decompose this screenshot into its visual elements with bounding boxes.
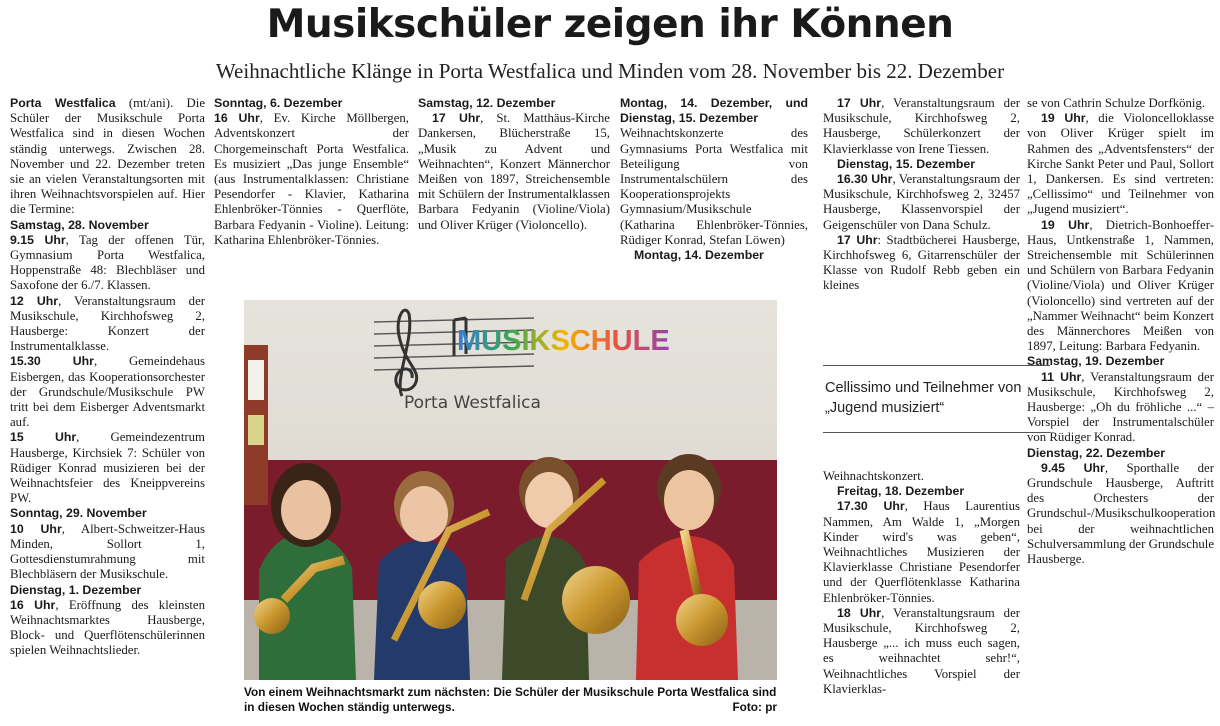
lead-text: (mt/ani). Die Schüler der Musikschule Porta Westfalica sind in diesen Wochen ständig unterwegs. Zwischen 28. November und 22. Dezember treten sie an vielen Veranstaltungsorten mit ihren Weihnachtsvorspielen auf. Hier die Termine: [10, 96, 206, 217]
event-entry [10, 522, 205, 583]
event-text: , Gemeindehaus Eisbergen, das Kooperationsorchester der Grundschule/Musikschule PW tritt bei dem Eisberger Adventsmarkt auf. [10, 354, 205, 430]
event-text: se von Cathrin Schulze Dorfkönig. [1027, 96, 1206, 110]
event-time: 17 Uhr [837, 232, 878, 247]
photo-caption [244, 685, 777, 714]
date-heading: Dienstag, 1. Dezember [10, 582, 142, 597]
photo [244, 300, 777, 680]
date-heading: Samstag, 28. November [10, 217, 149, 232]
date-heading: Sonntag, 6. Dezember [214, 96, 343, 110]
event-text: , Veranstaltungsraum der Musikschule, Kirchhofsweg 2, Hausberge „... ich muss euch sagen, es weihnachtet sehr!“, Weihnachtliches Vorspiel der Klavierklas- [823, 605, 1021, 696]
event-text: , Veranstaltungsraum der Musikschule, Kirchhofsweg 2, Hausberge: „Oh du fröhliche ...“ – Vorspiel der Instrumentalschüler von Rüdiger Konrad. [1027, 369, 1214, 445]
caption-text: Von einem Weihnachtsmarkt zum nächsten: Die Schüler der Musikschule Porta Westfalica sind in diesen Wochen ständig unterwegs. [244, 685, 777, 714]
event-entry [823, 96, 1020, 157]
event-time: 17 Uhr [432, 111, 481, 126]
event-text: , Albert-Schweitzer-Haus Minden, Sollort 1, Gottesdienstumrahmung mit Blechbläsern der Musikschule. [10, 521, 205, 582]
sign-subtitle: Porta Westfalica [404, 393, 541, 413]
event-entry [10, 430, 205, 506]
event-time: 9.15 Uhr [10, 232, 66, 247]
event-text: : Stadtbücherei Hausberge, Kirchhofsweg 6, Gitarrenschüler der Klasse von Rudolf Rebb geben ein kleines [823, 232, 1020, 293]
photo-credit: Foto: pr [732, 699, 777, 714]
event-entry [823, 499, 1020, 605]
event-time: 17.30 Uhr [837, 499, 905, 514]
date-heading: Montag, 14. Dezember [634, 248, 764, 263]
event-entry [10, 233, 205, 294]
event-text: , Dietrich-Bonhoeffer-Haus, Untkenstraße 1, Nammen, Streichensemble mit Schülerinnen und Schülern von Barbara Fedyanin (Violine/Viola) und Oliver Krüger (Violoncello) sind vertreten auf der „Nammer Weihnacht“ beim Konzert des Männerchores Meißen von 1897, Leitung: Barbara Fedyanin. [1027, 217, 1214, 354]
subheadline: Weihnachtliche Klänge in Porta Westfalica und Minden vom 28. November bis 22. Dezember [215, 59, 1005, 83]
event-time: 9.45 Uhr [1041, 460, 1105, 475]
event-time: 10 Uhr [10, 521, 62, 536]
event-entry [1027, 370, 1214, 446]
event-entry [10, 598, 205, 659]
event-text: , Tag der offenen Tür, Gymnasium Porta Westfalica, Hoppenstraße 48: Blechbläser und Saxofone der 6./7. Klassen. [10, 232, 206, 293]
lead-paragraph [10, 96, 205, 218]
event-text: Weihnachtskonzerte des Gymnasiums Porta Westfalica mit Beteiligung von Instrumentalschülern des Kooperationsprojekts Gymnasium/Musikschule (Katharina Ehlenbröker-Tönnies, Rüdiger Konrad, Stefan Löwen) [620, 126, 808, 247]
event-entry [10, 354, 205, 430]
sign-title: MUSIKSCHULE [457, 325, 670, 357]
date-heading: Montag, 14. Dezember, und Dienstag, 15. Dezember [620, 96, 808, 126]
event-time: 19 Uhr [1041, 217, 1090, 232]
event-time: 17 Uhr [837, 96, 882, 110]
event-text: , Veranstaltungsraum der Musikschule, Kirchhofsweg 2, Hausberge, Schülerkonzert der Klavierklasse von Irene Tiessen. [823, 96, 1021, 156]
date-heading: Sonntag, 29. November [10, 506, 147, 521]
article-column-6 [1027, 96, 1214, 567]
event-text: , St. Matthäus-Kirche Dankersen, Blücherstraße 15, „Musik zu Advent und Weihnachten“, Konzert Männerchor Meißen von 1897, Streichensemble mit Schülern der Instrumentalklassen Barbara Fedyanin (Violine/Viola) und Oliver Krüger (Violoncello). [418, 111, 610, 232]
article-column-5 [823, 96, 1020, 294]
event-time: 12 Uhr [10, 293, 59, 308]
event-time: 16.30 Uhr [837, 172, 893, 187]
event-time: 11 Uhr [1041, 369, 1082, 384]
event-time: 15 Uhr [10, 430, 77, 445]
date-heading: Dienstag, 22. Dezember [1027, 445, 1166, 460]
event-text: , Ev. Kirche Möllbergen, Adventskonzert der Chorgemeinschaft Porta Westfalica. Es musiziert „Das junge Ensemble“ (aus Instrumentalklassen: Christiane Pesendorfer - Klavier, Katharina Ehlenbröker-Tönnies - Querflöte, Barbara Fedyanin - Violine). Leitung: Katharina Ehlenbröker-Tönnies. [214, 111, 409, 247]
info-box-title: Cellissimo und Teilnehmer von „Jugend musiziert“ [825, 380, 1022, 416]
event-text: , Eröffnung des kleinsten Weihnachtsmarktes Hausberge, Block- und Querflötenschülerinnen spielen Weihnachtslieder. [10, 597, 206, 658]
date-heading: Freitag, 18. Dezember [837, 484, 965, 499]
article-column-5-continued [823, 469, 1020, 697]
date-heading: Samstag, 19. Dezember [1027, 354, 1165, 369]
event-entry [823, 606, 1020, 697]
event-text: , Gemeindezentrum Hausberge, Kirchsiek 7: Schüler von Rüdiger Konrad musizieren bei der Weihnachtsfeier des Kneippvereins PW. [10, 430, 205, 506]
event-time: 18 Uhr [837, 605, 882, 620]
article-column-3 [418, 96, 610, 233]
event-time: 15.30 Uhr [10, 354, 94, 369]
event-entry [823, 233, 1020, 294]
event-text: , Veranstaltungsraum der Musikschule, Kirchhofsweg 2, Hausberge: Konzert der Instrumentalklasse. [10, 293, 206, 354]
date-heading: Dienstag, 15. Dezember [837, 156, 976, 171]
article-column-1 [10, 96, 205, 659]
date-heading: Samstag, 12. Dezember [418, 96, 556, 110]
photo-illustration [244, 300, 777, 680]
lead-place: Porta Westfalica [10, 96, 116, 110]
event-text: , Haus Laurentius Nammen, Am Walde 1, „Morgen Kinder wird's was geben“, Weihnachtliches Musizieren der Klavierklasse Christiane Pesendorfer und der Querflötenklasse Katharina Ehlenbröker-Tönnies. [823, 499, 1020, 605]
event-time: 16 Uhr [214, 111, 260, 126]
event-entry [214, 111, 409, 248]
event-entry [823, 172, 1020, 233]
event-text: , Veranstaltungsraum der Musikschule, Kirchhofsweg 2, 32457 Hausberge, Klassenvorspiel der Geigenschüler von Dana Schulz. [823, 172, 1020, 232]
event-text: , die Violoncelloklasse von Oliver Krüger spielt im Rahmen des „Adventsfensters“ der Kirche Sankt Peter und Paul, Sollort 1, Dankersen. Es sind vertreten: „Cellissimo“ und Teilnehmer von „Jugend musiziert“. [1027, 111, 1214, 217]
event-entry [10, 294, 205, 355]
event-text: , Sporthalle der Grundschule Hausberge, Auftritt des Orchesters der Grundschul-/Musikschulkooperation bei der weihnachtlichen Schulversammlung der Grundschule Hausberge. [1027, 460, 1216, 567]
event-entry [1027, 461, 1214, 567]
event-time: 16 Uhr [10, 597, 56, 612]
event-entry [1027, 218, 1214, 355]
event-entry [620, 126, 808, 248]
event-time: 19 Uhr [1041, 111, 1086, 126]
event-text: Weihnachtskonzert. [823, 469, 924, 483]
info-box [823, 365, 1050, 433]
article-column-4 [620, 96, 808, 263]
event-entry [418, 111, 610, 233]
event-entry [1027, 111, 1214, 217]
headline: Musikschüler zeigen ihr Können [266, 2, 954, 47]
article-column-2 [214, 96, 409, 248]
